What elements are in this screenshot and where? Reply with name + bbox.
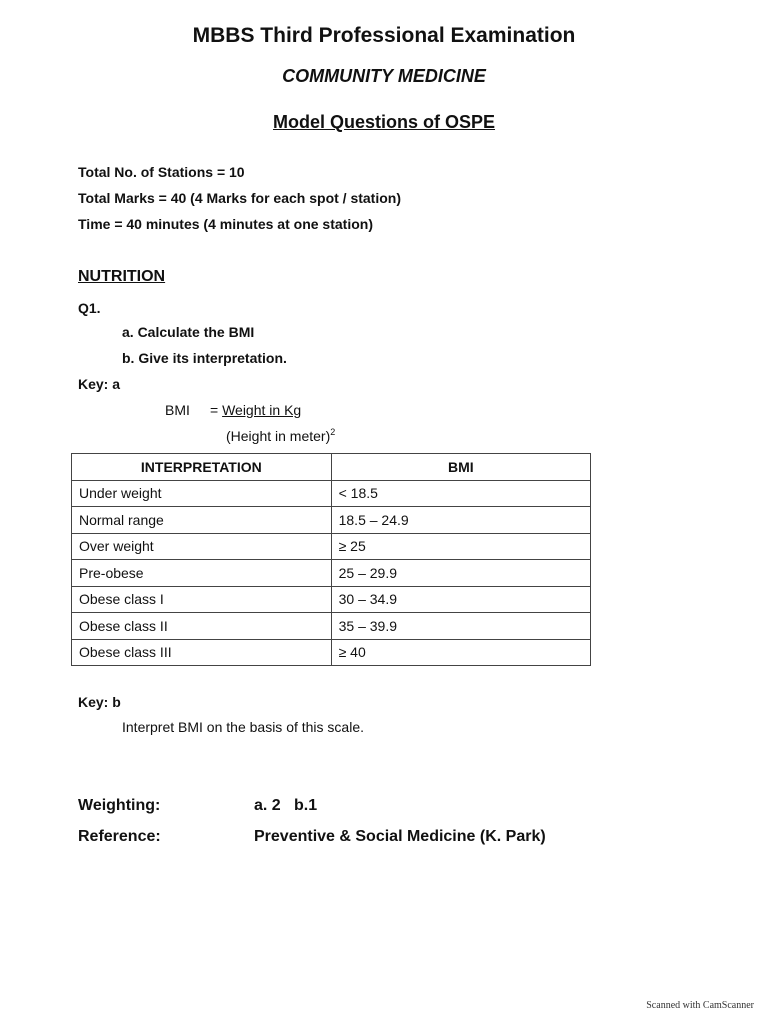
interpretation-cell: Obese class II (72, 613, 332, 640)
bmi-range-cell: 25 – 29.9 (331, 560, 590, 587)
key-b-label: Key: b (78, 694, 121, 710)
reference-label: Reference: (78, 828, 161, 845)
column-header-bmi: BMI (331, 454, 590, 481)
interpretation-cell: Pre-obese (72, 560, 332, 587)
bmi-range-cell: 18.5 – 24.9 (331, 507, 590, 534)
bmi-range-cell: 30 – 34.9 (331, 586, 590, 613)
table-row (72, 533, 591, 560)
table-row (72, 586, 591, 613)
model-questions-heading: Model Questions of OSPE (272, 112, 496, 132)
formula-numerator: Weight in Kg (222, 402, 302, 418)
scanner-watermark: Scanned with CamScanner (646, 1000, 754, 1011)
exam-time: Time = 40 minutes (4 minutes at one station) (78, 216, 373, 232)
bmi-range-cell: 35 – 39.9 (331, 613, 590, 640)
interpretation-cell: Under weight (72, 480, 332, 507)
total-stations: Total No. of Stations = 10 (78, 164, 245, 180)
formula-equals: = (210, 402, 223, 418)
weighting-label: Weighting: (78, 797, 161, 814)
question-part-b: b. Give its interpretation. (122, 350, 287, 366)
interpretation-cell: Obese class III (72, 639, 332, 666)
question-part-a: a. Calculate the BMI (122, 324, 255, 340)
bmi-range-cell: ≥ 25 (331, 533, 590, 560)
table-row (72, 639, 591, 666)
formula-denominator: (Height in meter) (226, 428, 331, 444)
section-heading: NUTRITION (78, 268, 166, 285)
interpretation-cell: Normal range (72, 507, 332, 534)
table-row (72, 560, 591, 587)
bmi-formula-denominator-line (226, 427, 335, 444)
column-header-interpretation: INTERPRETATION (72, 454, 332, 481)
formula-exponent: 2 (330, 427, 336, 437)
bmi-formula-numerator-line (210, 402, 301, 418)
table-row (72, 507, 591, 534)
interpretation-cell: Over weight (72, 533, 332, 560)
subject-heading: COMMUNITY MEDICINE (282, 66, 486, 86)
weighting-value: a. 2 b.1 (254, 797, 318, 814)
document-title: MBBS Third Professional Examination (192, 24, 576, 47)
bmi-range-cell: < 18.5 (331, 480, 590, 507)
key-a-label: Key: a (78, 376, 121, 392)
table-row (72, 613, 591, 640)
bmi-interpretation-table (71, 453, 591, 666)
interpretation-cell: Obese class I (72, 586, 332, 613)
table-row (72, 480, 591, 507)
total-marks: Total Marks = 40 (4 Marks for each spot / station) (78, 190, 401, 206)
table-header-row (72, 454, 591, 481)
question-number: Q1. (78, 300, 101, 316)
bmi-formula-label: BMI (165, 402, 190, 418)
key-b-text: Interpret BMI on the basis of this scale. (122, 719, 365, 735)
reference-value: Preventive & Social Medicine (K. Park) (254, 828, 546, 845)
bmi-range-cell: ≥ 40 (331, 639, 590, 666)
